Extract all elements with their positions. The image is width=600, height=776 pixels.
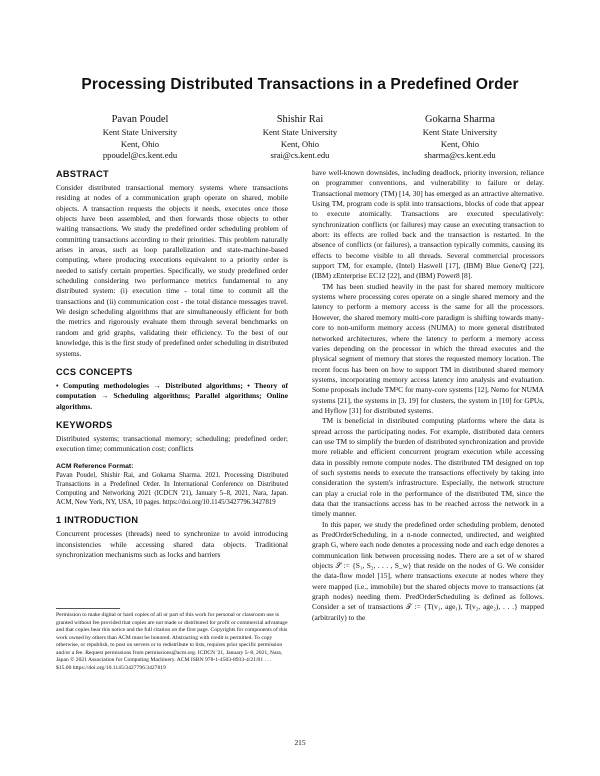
- introduction-heading: 1 INTRODUCTION: [56, 515, 139, 526]
- author-3: [380, 113, 540, 162]
- author-2: [220, 113, 380, 162]
- body-paragraph: In this paper, we study the predefined order scheduling problem, denoted as PredOrderScheduling, in a n-node connected, undirected, and weighted graph G, where each node denotes a processing node and each edge denotes a communication link between processing nodes. There are a set of w shared objects 𝒮 := {S₁, S₂, . . . , S_w} that reside on the nodes of G. We consider the data-flow model [15], where transactions execute at nodes where they were mapped (i.e., immobile) but the shared objects move to transactions (at graph nodes) needing them. PredOrderScheduling is defined as follows. Consider a set of transactions 𝒯 := {T(v₁, age₁), T(v₂, age₂), . . .} mapped (arbitrarily) to the: [312, 519, 544, 622]
- footnote-rule: [56, 608, 120, 609]
- body-paragraph: TM is beneficial in distributed computing platforms where the data is spread across the participating nodes. For example, distributed data centers can use TM to simplify the burden of distributed synchronization and provide more reliable and efficient concurrent program execution while accessing data in possibly remote compute nodes. The distributed TM designed on top of such systems needs to execute the transactions effectively by taking into consideration the system's infrastructure. Especially, the network structure can play a crucial role in the performance of the distributed TM, since the data that the transactions access has to be reached across the network in a timely manner.: [312, 416, 544, 519]
- author-affiliation: Kent State University: [422, 127, 498, 137]
- abstract-heading: ABSTRACT: [56, 169, 109, 179]
- author-email: sharma@cs.kent.edu: [424, 150, 496, 161]
- author-1: [60, 113, 220, 162]
- keywords-text: Distributed systems; transactional memory; scheduling; predefined order; execution time; communication cost; conflicts: [56, 433, 288, 454]
- keywords-heading: KEYWORDS: [56, 419, 113, 430]
- body-paragraph: have well-known downsides, including deadlock, priority inversion, reliance on programmer conventions, and vulnerability to failure or delay. Transactional memory (TM) [14, 30] has emerged as an attractive alternative. Using TM, program code is split into transactions, blocks of code that appear to execute atomically. Transactions are executed speculatively: synchronization conflicts (or failures) may cause an executing transaction to abort: its effects are rolled back and the transaction is restarted. In the absence of conflicts (or failures), a transaction typically commits, causing its effects to become visible to all threads. Several commercial processors support TM, for example, (Intel) Haswell [17], (IBM) Blue Gene/Q [22], (IBM) zEnterprise EC12 [22], and (IBM) Power8 [8].: [312, 168, 544, 281]
- author-location: Kent, Ohio: [120, 138, 160, 149]
- body-paragraph: TM has been studied heavily in the past for shared memory multicore systems where processing cores operate on a single shared memory and the latency to perform a memory access is the same for all the processors. However, the shared memory multi-core paradigm is shifting towards many-core to non-uniform memory access (NUMA) to more general distributed networked architectures, where the latency to perform a memory access varies depending on the processor in which the thread executes and the physical segment of memory that stores the requested memory location. The recent focus has been on how to support TM in distributed shared memory systems, incorporating memory access latency into analysis and evaluation. Some proposals include TM²C for many-core systems [12], Nemo for NUMA systems [21], the systems in [3, 19] for clusters, the system in [10] for GPUs, and Hyflow [31] for distributed systems.: [312, 281, 544, 415]
- ccs-text: • Computing methodologies → Distributed algorithms; • Theory of computation → Scheduling algorithms; Parallel algorithms; Online algorithms.: [56, 380, 288, 411]
- author-email: srai@cs.kent.edu: [270, 150, 330, 161]
- ccs-heading: CCS CONCEPTS: [56, 366, 133, 377]
- left-column: [56, 168, 288, 560]
- author-block: [60, 113, 540, 162]
- author-location: Kent, Ohio: [280, 138, 320, 149]
- author-affiliation: Kent State University: [262, 127, 338, 137]
- reference-format-text: Pavan Poudel, Shishir Rai, and Gokarna Sharma. 2021. Processing Distributed Transactions in a Predefined Order. In International Conference on Distributed Computing and Networking 2021 (ICDCN '21), January 5–8, 2021, Nara, Japan. ACM, New York, NY, USA, 10 pages. https://doi.org/10.1145/3427796.3427819: [56, 471, 288, 507]
- author-name: Pavan Poudel: [111, 114, 169, 125]
- footnote-text: Permission to make digital or hard copies of all or part of this work for personal or classroom use is granted without fee provided that copies are not made or distributed for profit or commercial advantage and that copies bear this notice and the full citation on the first page. Copyrights for components of this work owned by others than ACM must be honored. Abstracting with credit is permitted. To copy otherwise, or republish, to post on servers or to redistribute to lists, requires prior specific permission and/or a fee. Request permissions from permissions@acm.org. ICDCN '21, January 5–8, 2021, Nara, Japan © 2021 Association for Computing Machinery. ACM ISBN 978-1-4503-8933-4/21/01 . . . $15.00 https://doi.org/10.1145/3427796.3427819: [56, 612, 288, 671]
- right-column: [312, 168, 544, 623]
- paper-title: Processing Distributed Transactions in a Predefined Order: [81, 76, 519, 93]
- author-affiliation: Kent State University: [102, 127, 178, 137]
- permission-footnote: [56, 608, 288, 672]
- author-location: Kent, Ohio: [440, 138, 480, 149]
- abstract-text: Consider distributed transactional memory systems where transactions residing at nodes of a communication graph operate on shared, mobile objects. A transaction requests the objects it needs, executes once those objects have been assembled, and then forwards those objects to other waiting transactions. We study the predefined order scheduling problem of committing transactions according to their priorities. This problem naturally arises in areas, such as loop parallelization and state-machine-based computing, where producing executions equivalent to a priority order is needed to satisfy certain properties. Specifically, we study predefined order scheduling considering two performance metrics fundamental to any distributed system: (i) execution time - total time to commit all the transactions and (ii) communication cost - the total distance messages travel. We design scheduling algorithms that are simultaneously efficient for both the metrics and rigorously evaluate them through several benchmarks on random and grid graphs, validating their efficiency. To the best of our knowledge, this is the first study of predefined order scheduling in distributed systems.: [56, 183, 288, 358]
- introduction-text: Concurrent processes (threads) need to synchronize to avoid introducing inconsistencies while accessing shared data objects. Traditional synchronization mechanisms such as locks and barriers: [56, 529, 288, 560]
- reference-format-heading: ACM Reference Format:: [56, 462, 134, 470]
- page-number: 215: [294, 738, 306, 747]
- author-name: Shishir Rai: [276, 114, 324, 125]
- author-name: Gokarna Sharma: [424, 114, 496, 125]
- author-email: ppoudel@cs.kent.edu: [102, 150, 178, 161]
